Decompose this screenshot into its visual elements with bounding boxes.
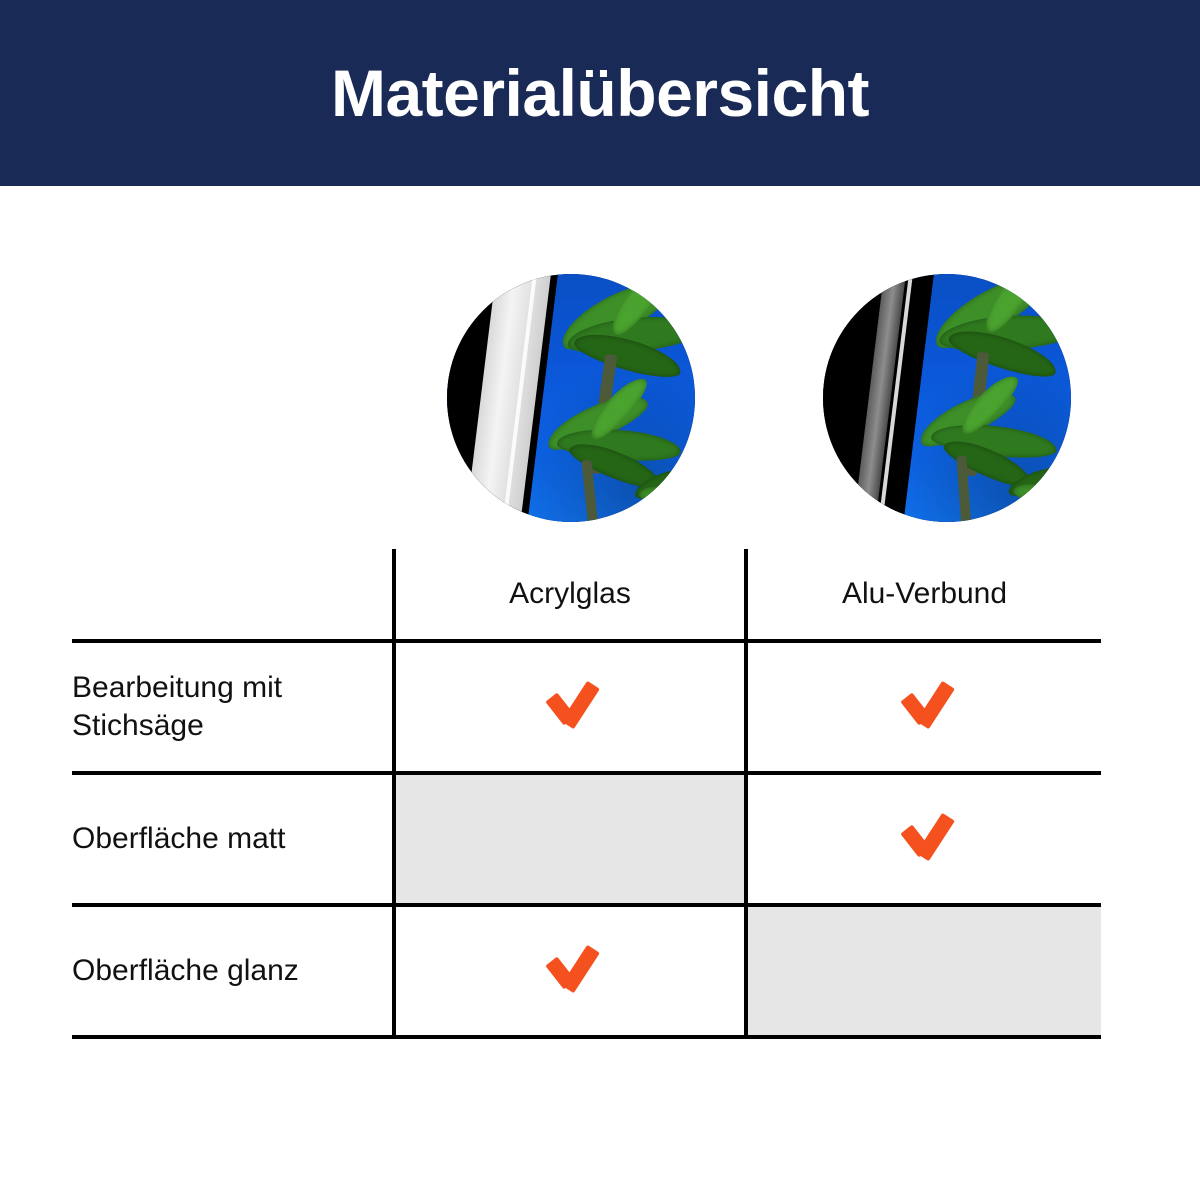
table-header-row: [72, 549, 1101, 641]
header-empty: [72, 549, 394, 641]
material-comparison-table: [72, 549, 1101, 1039]
cell-acryl-glanz: [394, 905, 746, 1037]
palm-tree-image: [447, 274, 695, 522]
header-alu-verbund: Alu-Verbund: [746, 549, 1101, 641]
cell-alu-glanz: [746, 905, 1101, 1037]
check-icon: [544, 679, 596, 731]
check-icon: [544, 943, 596, 995]
table-row: [72, 905, 1101, 1037]
thumbnail-row: [0, 274, 1200, 522]
page-title: Materialübersicht: [331, 56, 869, 130]
row-label-matt: Oberfläche matt: [72, 773, 394, 905]
cell-alu-bearbeitung: [746, 641, 1101, 773]
header-acrylglas: Acrylglas: [394, 549, 746, 641]
acrylglas-thumbnail: [447, 274, 695, 522]
cell-alu-matt: [746, 773, 1101, 905]
table-row: [72, 773, 1101, 905]
palm-tree-image: [823, 274, 1071, 522]
cell-acryl-matt: [394, 773, 746, 905]
table-row: [72, 641, 1101, 773]
row-label-bearbeitung: Bearbeitung mit Stichsäge: [72, 641, 394, 773]
check-icon: [899, 811, 951, 863]
page-header: [0, 0, 1200, 186]
row-label-glanz: Oberfläche glanz: [72, 905, 394, 1037]
alu-verbund-thumbnail: [823, 274, 1071, 522]
cell-acryl-bearbeitung: [394, 641, 746, 773]
check-icon: [899, 679, 951, 731]
